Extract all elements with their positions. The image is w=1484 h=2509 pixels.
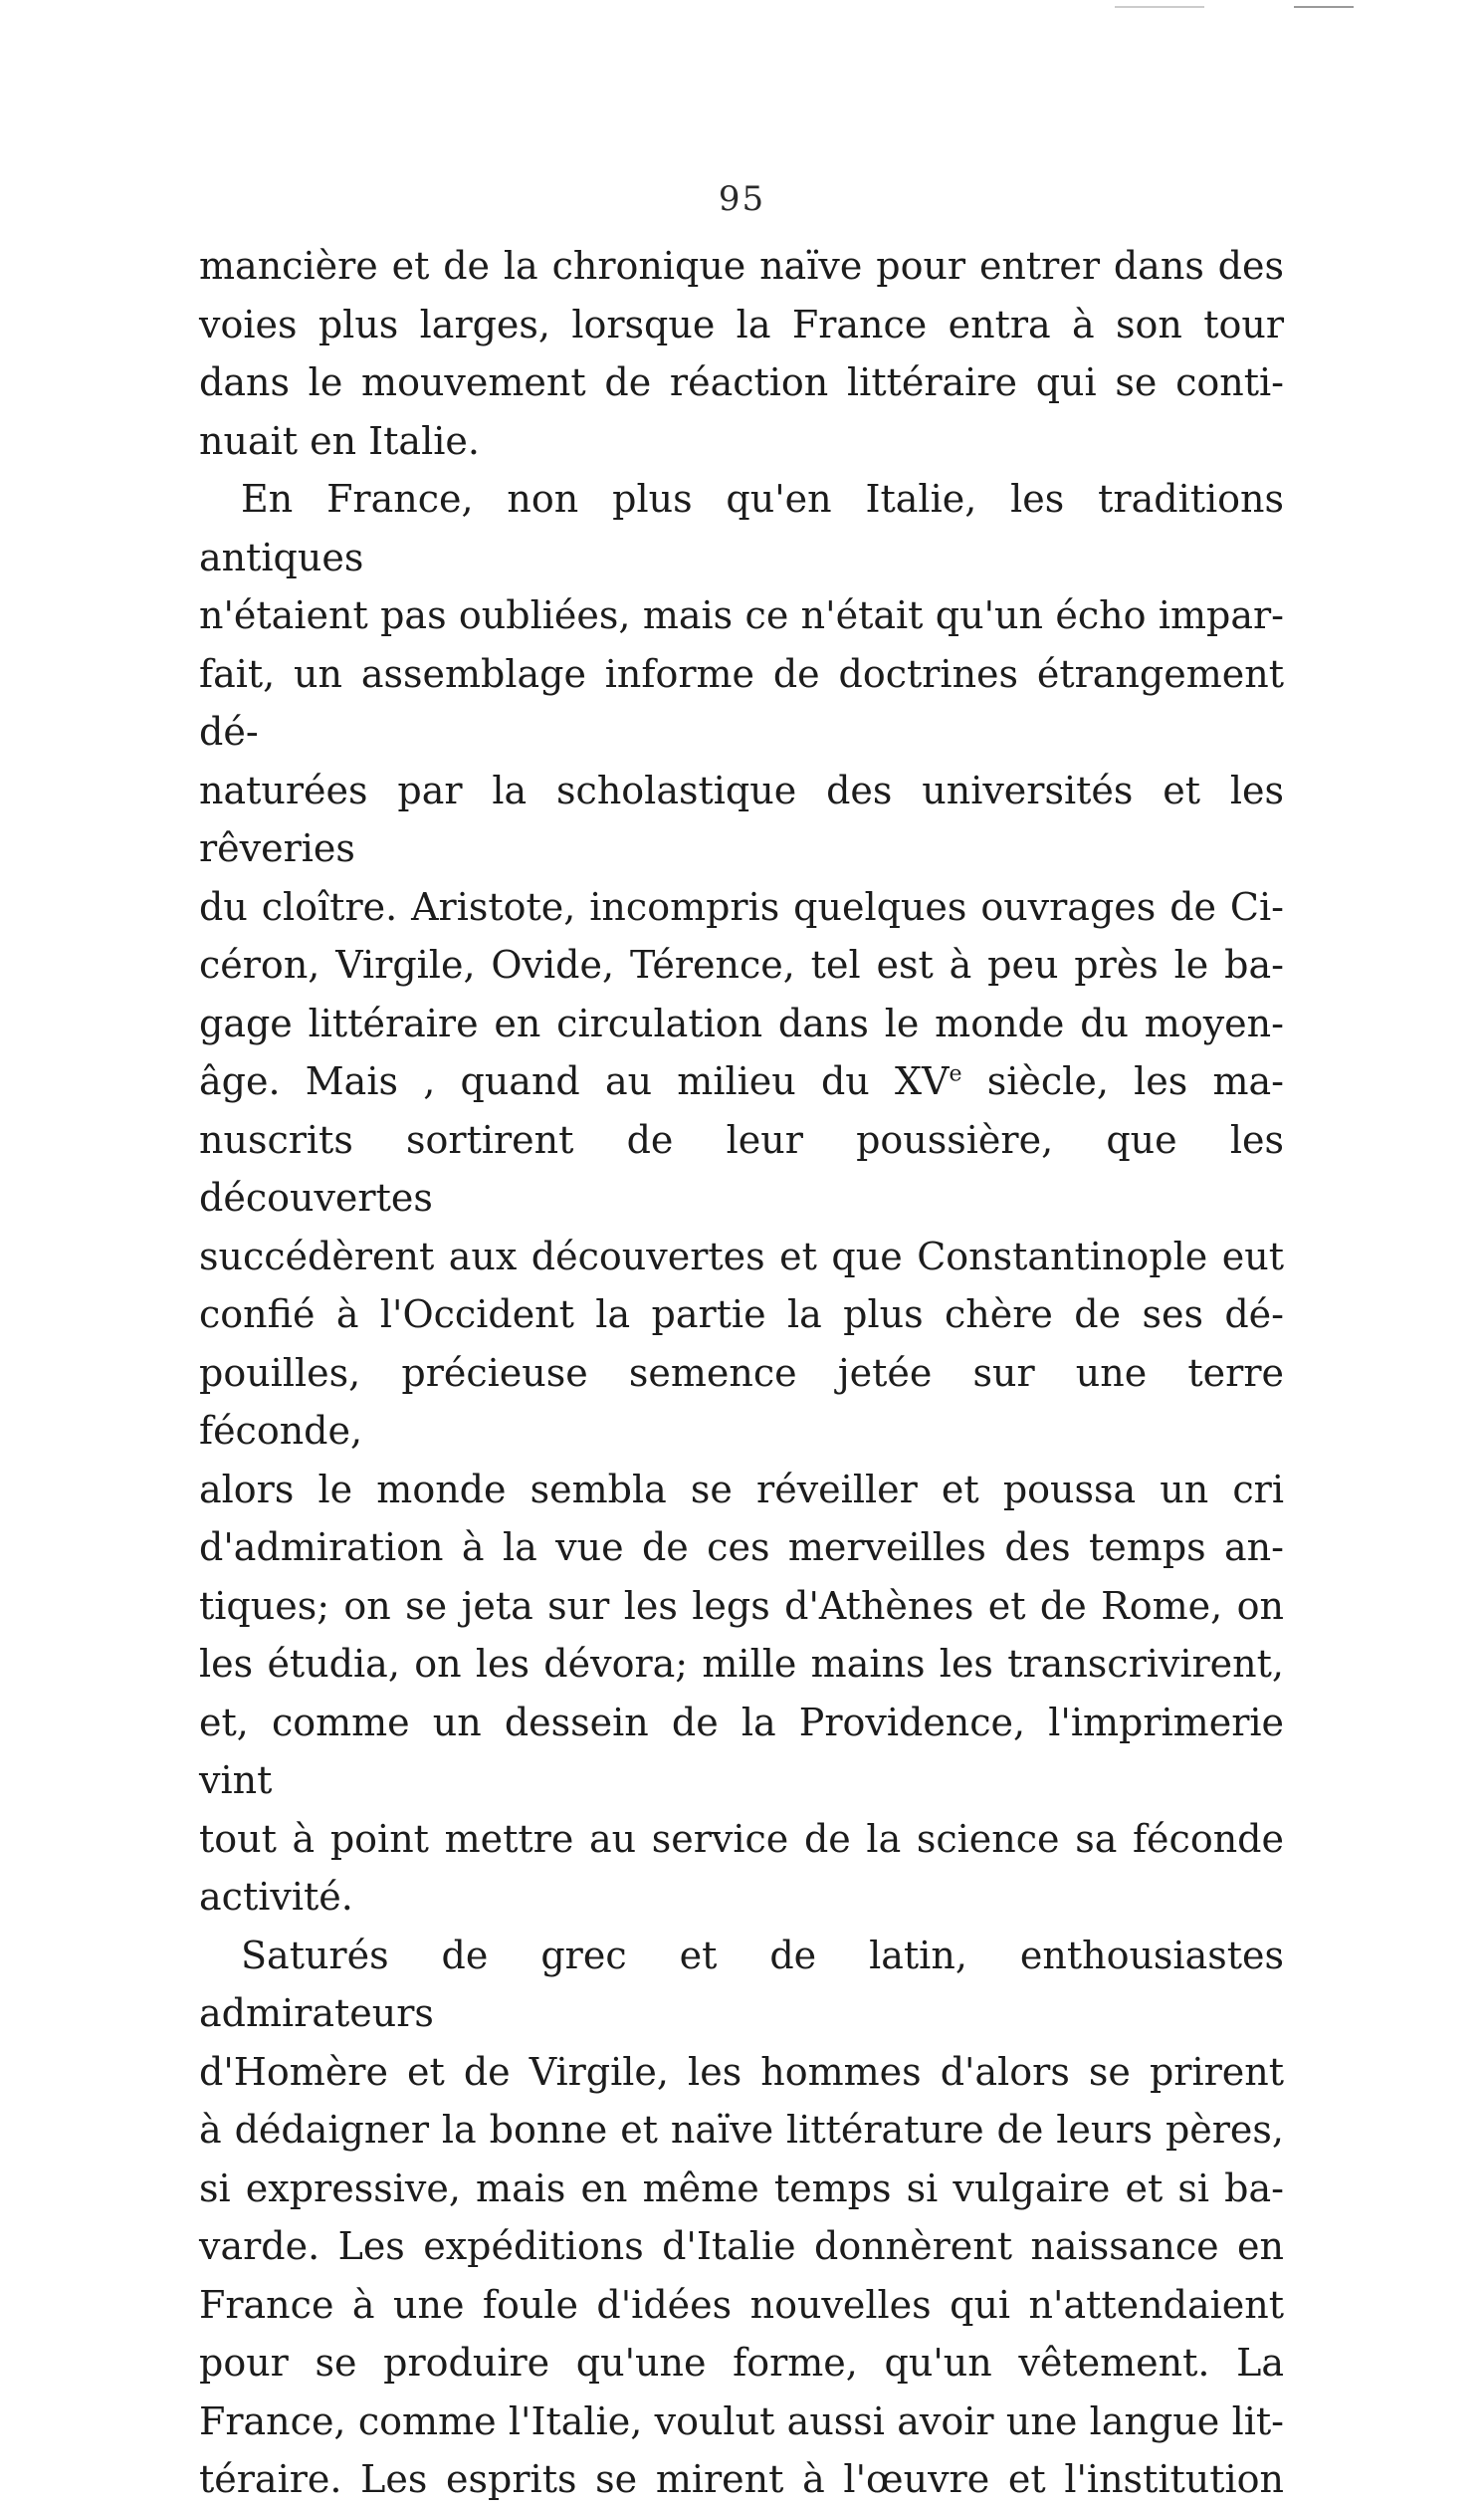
text-line: fait, un assemblage informe de doctrines étrangement dé- [199, 651, 1284, 754]
paragraph-1 [199, 237, 1284, 470]
page-number: 95 [718, 179, 766, 219]
text-line: succédèrent aux découvertes et que Constantinople eut [199, 1234, 1284, 1278]
text-line: d'admiration à la vue de ces merveilles des temps an- [199, 1525, 1284, 1569]
top-rule-right [1294, 6, 1354, 8]
text-line: Saturés de grec et de latin, enthousiastes admirateurs [199, 1933, 1284, 2035]
text-line: voies plus larges, lorsque la France entra à son tour [199, 302, 1284, 346]
text-segment: âge. Mais , quand au milieu du XV [199, 1059, 950, 1103]
body-text [199, 237, 1284, 2509]
text-line: pouilles, précieuse semence jetée sur une terre féconde, [199, 1350, 1284, 1453]
text-line: confié à l'Occident la partie la plus chère de ses dé- [199, 1292, 1284, 1336]
text-line: dans le mouvement de réaction littéraire qui se conti- [199, 360, 1284, 404]
text-line: d'Homère et de Virgile, les hommes d'alors se prirent [199, 2049, 1284, 2094]
text-line-with-superscript [199, 1052, 1284, 1111]
text-line: mancière et de la chronique naïve pour entrer dans des [199, 244, 1284, 288]
text-line: n'étaient pas oubliées, mais ce n'était qu'un écho impar- [199, 593, 1284, 637]
text-line: du cloître. Aristote, incompris quelques ouvrages de Ci- [199, 884, 1284, 929]
text-line: tout à point mettre au service de la science sa féconde [199, 1816, 1284, 1861]
text-line: France, comme l'Italie, voulut aussi avoir une langue lit- [199, 2398, 1284, 2443]
text-line: téraire. Les esprits se mirent à l'œuvre et l'institution [199, 2457, 1284, 2501]
top-rule-left [1115, 6, 1204, 8]
text-line: nuscrits sortirent de leur poussière, que les découvertes [199, 1117, 1284, 1220]
text-line: tiques; on se jeta sur les legs d'Athènes et de Rome, on [199, 1583, 1284, 1628]
text-line: alors le monde sembla se réveiller et poussa un cri [199, 1467, 1284, 1511]
paragraph-3 [199, 1927, 1284, 2509]
text-line: et, comme un dessein de la Providence, l'imprimerie vint [199, 1700, 1284, 1802]
text-line: activité. [199, 1875, 353, 1919]
superscript: e [949, 1061, 962, 1087]
text-segment: siècle, les ma- [961, 1059, 1284, 1103]
text-line: à dédaigner la bonne et naïve littérature de leurs pères, [199, 2108, 1284, 2152]
text-line: varde. Les expéditions d'Italie donnèrent naissance en [199, 2224, 1284, 2268]
text-line: En France, non plus qu'en Italie, les traditions antiques [199, 477, 1284, 579]
text-line: naturées par la scholastique des universités et les rêveries [199, 768, 1284, 870]
text-line: les étudia, on les dévora; mille mains les transcrivirent, [199, 1642, 1284, 1686]
text-line: céron, Virgile, Ovide, Térence, tel est à peu près le ba- [199, 943, 1284, 987]
text-line: France à une foule d'idées nouvelles qui n'attendaient [199, 2282, 1284, 2327]
text-line: si expressive, mais en même temps si vulgaire et si ba- [199, 2166, 1284, 2210]
text-line: pour se produire qu'une forme, qu'un vêtement. La [199, 2341, 1284, 2385]
paragraph-2 [199, 470, 1284, 1927]
text-line: nuait en Italie. [199, 418, 480, 463]
text-line: gage littéraire en circulation dans le monde du moyen- [199, 1001, 1284, 1045]
